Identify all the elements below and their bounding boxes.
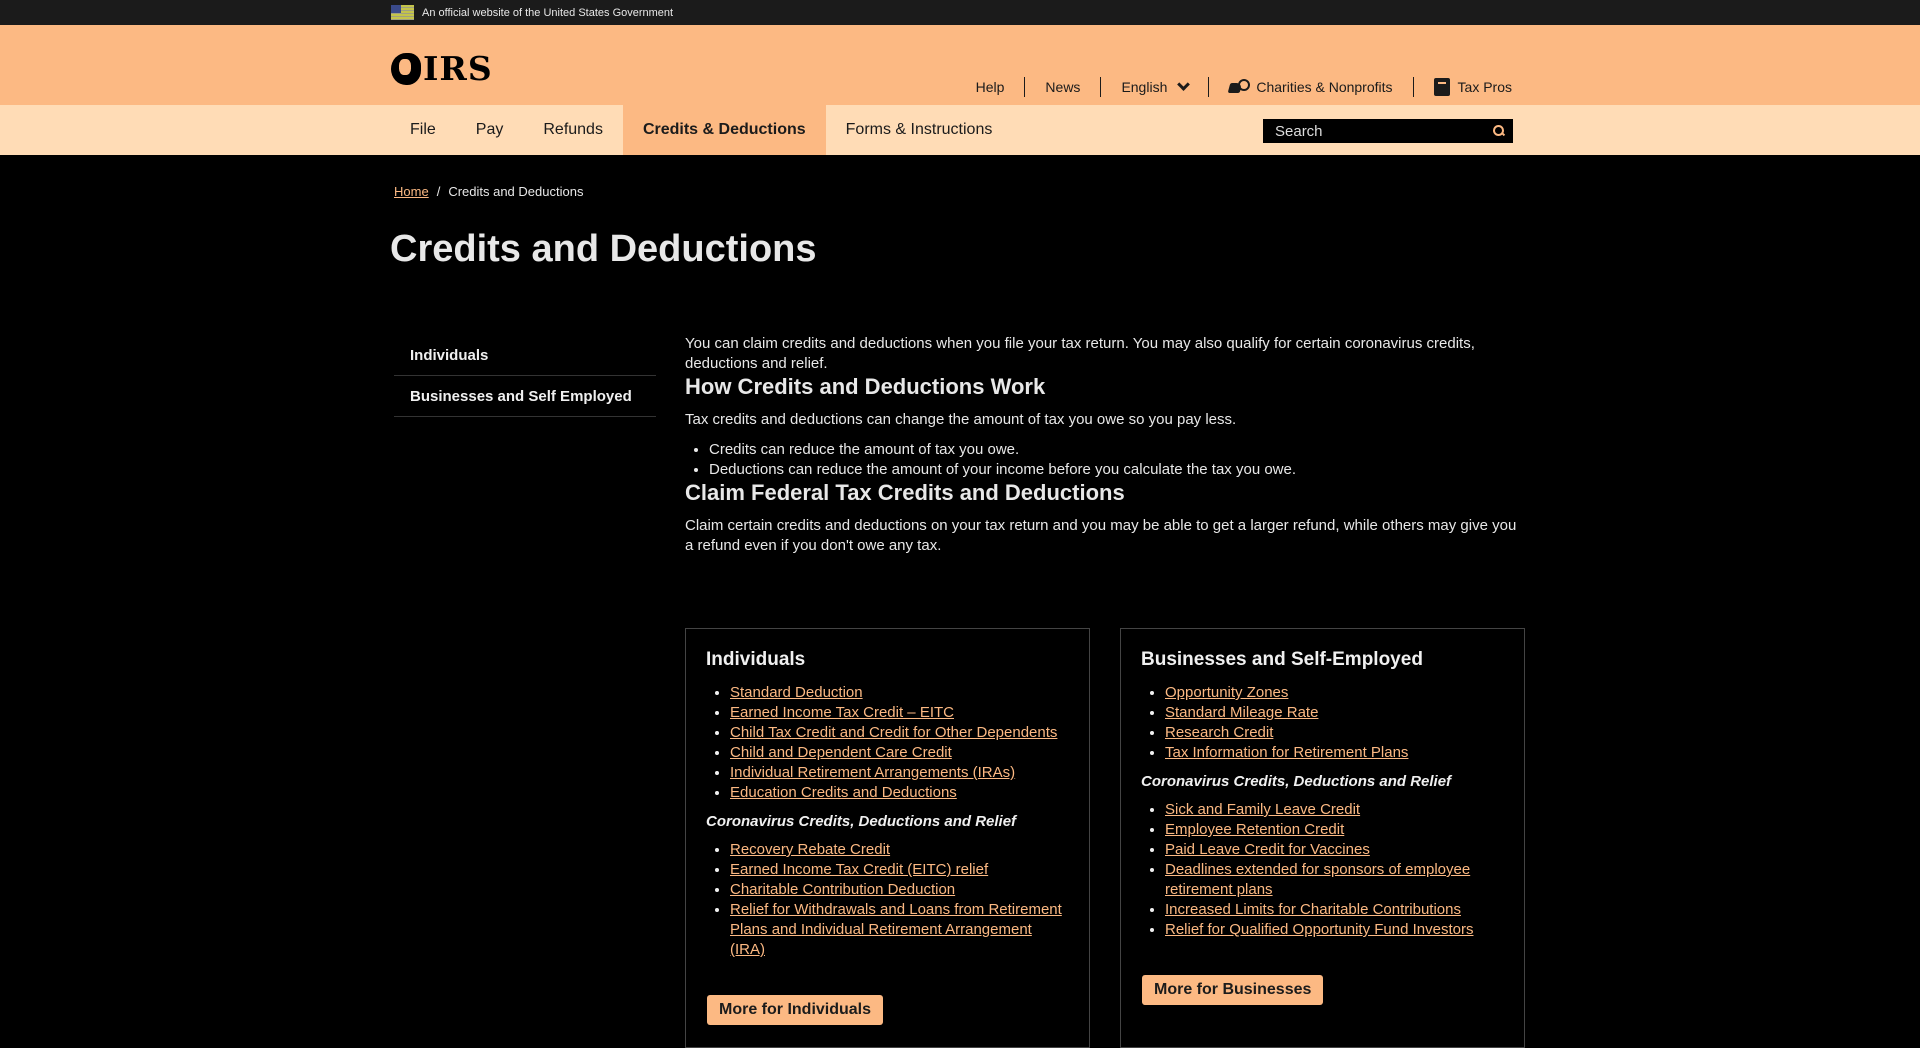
list-item bbox=[730, 683, 1069, 703]
how-bullets bbox=[709, 440, 1525, 480]
list-item bbox=[730, 703, 1069, 723]
charities-link[interactable] bbox=[1208, 77, 1412, 97]
list-item: • Deductions can reduce the amount of your income before you calculate the tax you owe. bbox=[709, 460, 1525, 480]
list-item bbox=[1165, 743, 1504, 763]
link-eitc[interactable]: Earned Income Tax Credit – EITC bbox=[730, 704, 954, 721]
link-charitable-limits[interactable]: Increased Limits for Charitable Contributions bbox=[1165, 901, 1461, 918]
card-title: Businesses and Self-Employed bbox=[1141, 649, 1423, 670]
main-nav bbox=[0, 105, 1920, 155]
site-header bbox=[0, 25, 1920, 105]
link-employee-retention[interactable]: Employee Retention Credit bbox=[1165, 821, 1345, 838]
claim-text: Claim certain credits and deductions on your tax return and you may be able to get a larger refund, while others may give you a refund even if you don't owe any tax. bbox=[685, 517, 1517, 554]
link-opportunity-fund[interactable]: Relief for Qualified Opportunity Fund Investors bbox=[1165, 921, 1474, 938]
list-item bbox=[730, 743, 1069, 763]
tab-pay[interactable]: Pay bbox=[475, 121, 504, 138]
more-businesses-button[interactable]: More for Businesses bbox=[1142, 975, 1323, 1005]
chevron-down-icon bbox=[1177, 78, 1190, 91]
breadcrumb bbox=[394, 184, 583, 199]
covid-subheading: Coronavirus Credits, Deductions and Relief bbox=[1141, 773, 1452, 790]
link-recovery-rebate[interactable]: Recovery Rebate Credit bbox=[730, 841, 891, 858]
list-item bbox=[1165, 860, 1504, 900]
list-item bbox=[730, 840, 1069, 860]
list-item bbox=[1165, 683, 1504, 703]
sidebar-item-businesses[interactable]: Businesses and Self Employed bbox=[394, 376, 656, 417]
sidebar-item-individuals[interactable]: Individuals bbox=[394, 335, 656, 376]
list-item bbox=[1165, 800, 1504, 820]
individuals-covid-links bbox=[730, 840, 1069, 960]
logo-text: IRS bbox=[423, 49, 493, 88]
book-icon bbox=[1434, 78, 1450, 96]
list-item bbox=[1165, 703, 1504, 723]
irs-logo[interactable] bbox=[391, 49, 493, 88]
news-link[interactable] bbox=[1024, 77, 1100, 97]
businesses-covid-links bbox=[1165, 800, 1504, 940]
charities-label: Charities & Nonprofits bbox=[1256, 79, 1393, 95]
link-standard-deduction[interactable]: Standard Deduction bbox=[730, 684, 863, 701]
list-item bbox=[1165, 920, 1504, 940]
utility-nav bbox=[976, 77, 1512, 97]
individuals-links bbox=[730, 683, 1069, 803]
list-item bbox=[1165, 840, 1504, 860]
link-charitable-deduction[interactable]: Charitable Contribution Deduction bbox=[730, 881, 956, 898]
individuals-card bbox=[685, 628, 1090, 1048]
tab-credits-deductions[interactable]: Credits & Deductions bbox=[623, 105, 826, 155]
link-retirement-plans[interactable]: Tax Information for Retirement Plans bbox=[1165, 744, 1409, 761]
list-item bbox=[1165, 723, 1504, 743]
tab-file[interactable]: File bbox=[410, 121, 436, 138]
search-icon[interactable] bbox=[1493, 125, 1505, 137]
link-retirement-relief[interactable]: Relief for Withdrawals and Loans from Retirement Plans and Individual Retirement Arrangement (IRA) bbox=[730, 901, 1062, 958]
tab-refunds[interactable]: Refunds bbox=[543, 121, 603, 138]
tax-pros-link[interactable] bbox=[1413, 77, 1512, 97]
breadcrumb-current: Credits and Deductions bbox=[448, 184, 584, 199]
list-item bbox=[1165, 820, 1504, 840]
tax-pros-label: Tax Pros bbox=[1457, 79, 1512, 95]
language-dropdown[interactable] bbox=[1100, 77, 1208, 97]
list-item bbox=[730, 860, 1069, 880]
list-item bbox=[730, 783, 1069, 803]
list-item bbox=[730, 880, 1069, 900]
businesses-links bbox=[1165, 683, 1504, 763]
charity-hand-icon bbox=[1229, 79, 1248, 95]
gov-banner-text: An official website of the United States Government bbox=[422, 6, 674, 19]
help-link[interactable] bbox=[976, 77, 1025, 97]
search-box bbox=[1263, 119, 1513, 143]
cards bbox=[685, 628, 1525, 1048]
news-label: News bbox=[1045, 79, 1081, 95]
more-individuals-button[interactable]: More for Individuals bbox=[707, 995, 883, 1025]
breadcrumb-home-link[interactable]: Home bbox=[394, 184, 429, 199]
covid-subheading: Coronavirus Credits, Deductions and Relief bbox=[706, 813, 1017, 830]
link-opportunity-zones[interactable]: Opportunity Zones bbox=[1165, 684, 1289, 701]
eagle-icon bbox=[391, 53, 421, 85]
breadcrumb-separator: / bbox=[436, 184, 441, 199]
link-education-credits[interactable]: Education Credits and Deductions bbox=[730, 784, 957, 801]
link-sick-family-leave[interactable]: Sick and Family Leave Credit bbox=[1165, 801, 1361, 818]
main-content bbox=[685, 334, 1525, 556]
how-text: Tax credits and deductions can change the amount of tax you owe so you pay less. bbox=[685, 411, 1237, 428]
tab-forms-instructions[interactable]: Forms & Instructions bbox=[845, 121, 993, 138]
intro-text: You can claim credits and deductions when you file your tax return. You may also qualify for certain coronavirus credits, deductions and relief. bbox=[685, 335, 1475, 372]
list-item bbox=[730, 723, 1069, 743]
link-deadlines-extended[interactable]: Deadlines extended for sponsors of employee retirement plans bbox=[1165, 861, 1471, 898]
link-eitc-relief[interactable]: Earned Income Tax Credit (EITC) relief bbox=[730, 861, 989, 878]
us-flag-icon bbox=[391, 5, 414, 20]
claim-heading: Claim Federal Tax Credits and Deductions bbox=[685, 480, 1125, 505]
sidebar bbox=[394, 335, 656, 417]
how-heading: How Credits and Deductions Work bbox=[685, 374, 1046, 399]
card-title: Individuals bbox=[706, 649, 806, 670]
gov-banner bbox=[0, 0, 1920, 25]
search-input[interactable] bbox=[1275, 123, 1475, 140]
link-dependent-care[interactable]: Child and Dependent Care Credit bbox=[730, 744, 952, 761]
page-title: Credits and Deductions bbox=[390, 228, 817, 270]
link-mileage-rate[interactable]: Standard Mileage Rate bbox=[1165, 704, 1319, 721]
link-research-credit[interactable]: Research Credit bbox=[1165, 724, 1274, 741]
list-item: • Credits can reduce the amount of tax you owe. bbox=[709, 440, 1525, 460]
link-paid-leave-vaccines[interactable]: Paid Leave Credit for Vaccines bbox=[1165, 841, 1370, 858]
help-label: Help bbox=[975, 79, 1005, 95]
language-label: English bbox=[1121, 79, 1168, 95]
link-iras[interactable]: Individual Retirement Arrangements (IRAs) bbox=[730, 764, 1016, 781]
list-item bbox=[730, 900, 1069, 960]
list-item bbox=[730, 763, 1069, 783]
link-child-tax-credit[interactable]: Child Tax Credit and Credit for Other Dependents bbox=[730, 724, 1058, 741]
businesses-card bbox=[1120, 628, 1525, 1048]
list-item bbox=[1165, 900, 1504, 920]
